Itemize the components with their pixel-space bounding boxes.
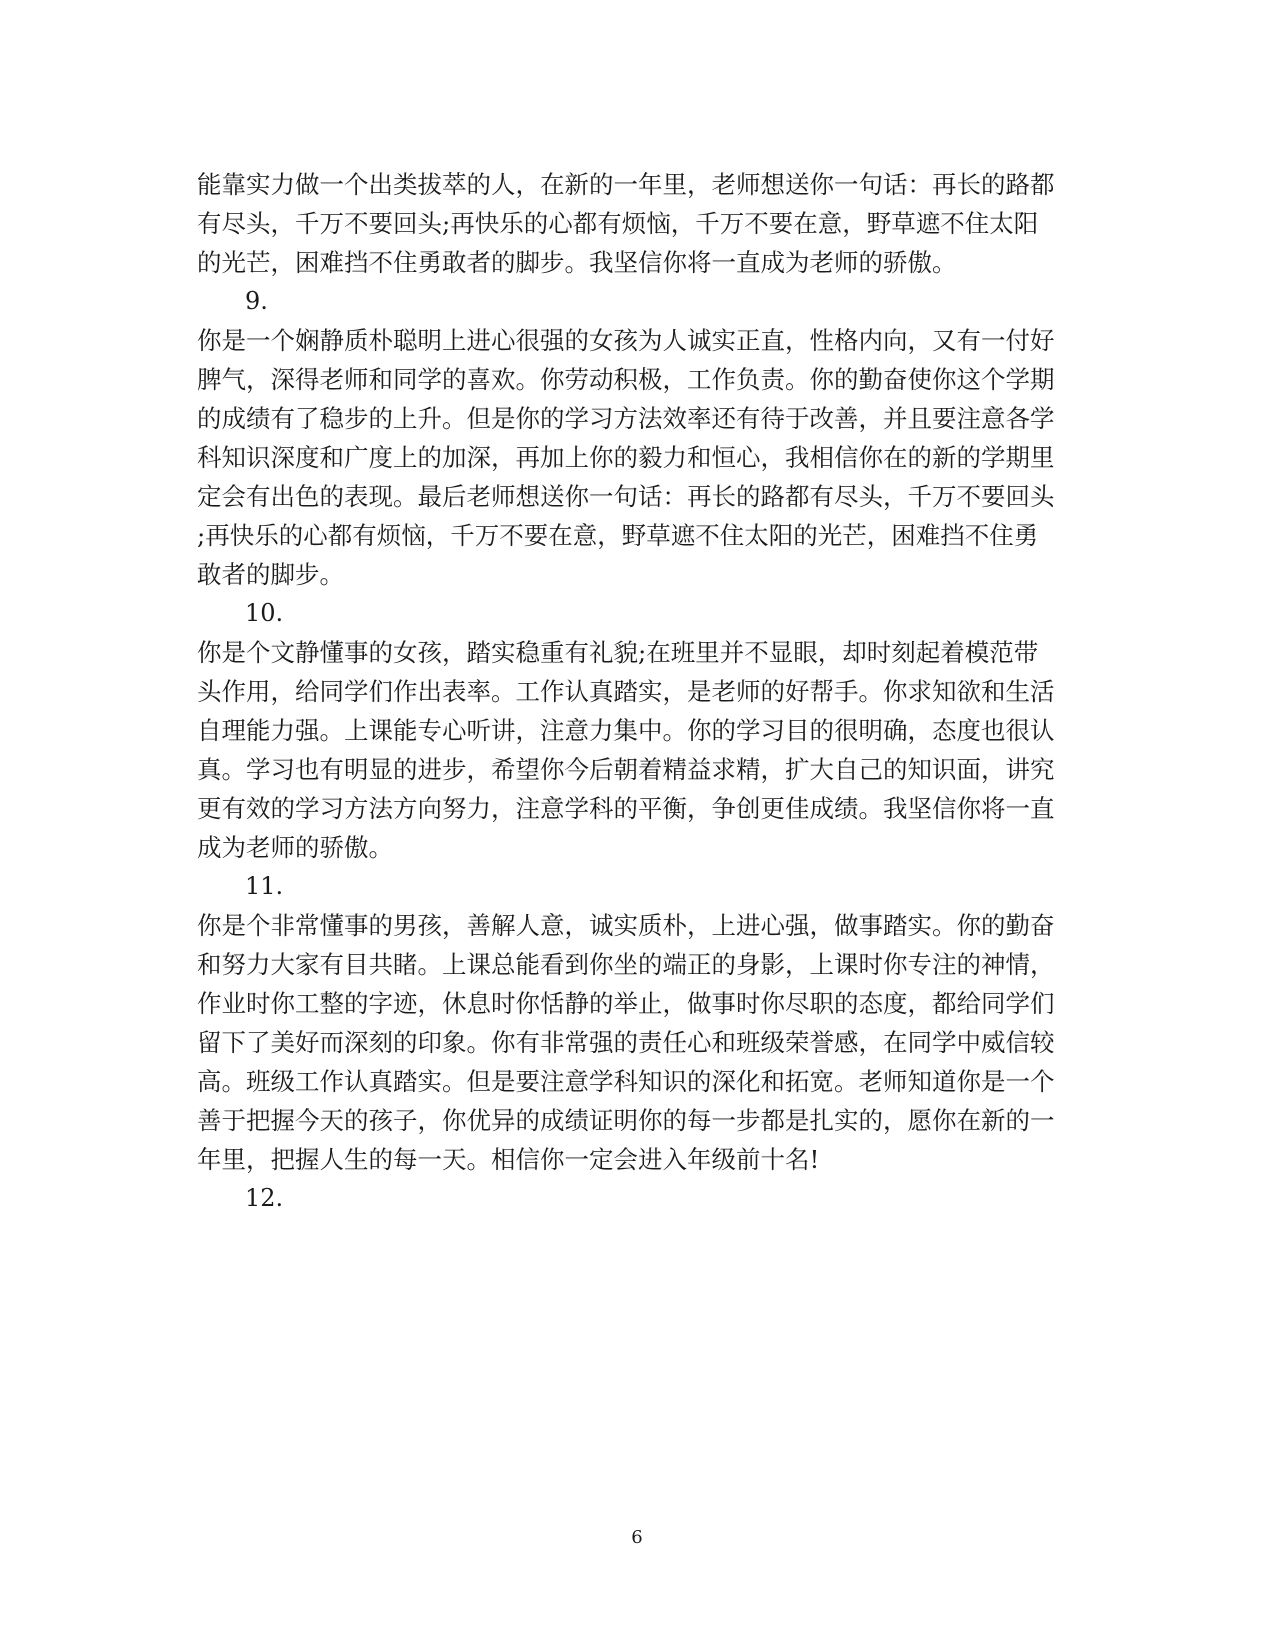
paragraph — [197, 633, 1077, 867]
item-number: 12. — [245, 1184, 284, 1212]
text-line: 你是个文静懂事的女孩，踏实稳重有礼貌;在班里并不显眼，却时刻起着模范带 — [197, 638, 1039, 667]
text-line: 更有效的学习方法方向努力，注意学科的平衡，争创更佳成绩。我坚信你将一直 — [197, 794, 1055, 823]
item-number: 9. — [245, 287, 268, 315]
paragraph — [197, 165, 1077, 282]
text-line: 的光芒，困难挡不住勇敢者的脚步。我坚信你将一直成为老师的骄傲。 — [197, 248, 957, 277]
text-line: 年里，把握人生的每一天。相信你一定会进入年级前十名! — [197, 1145, 820, 1174]
text-line: 作业时你工整的字迹，休息时你恬静的举止，做事时你尽职的态度，都给同学们 — [197, 989, 1055, 1018]
text-line: 头作用，给同学们作出表率。工作认真踏实，是老师的好帮手。你求知欲和生活 — [197, 677, 1055, 706]
text-line: 脾气，深得老师和同学的喜欢。你劳动积极，工作负责。你的勤奋使你这个学期 — [197, 365, 1055, 394]
text-line: 敢者的脚步。 — [197, 560, 344, 589]
text-line: 善于把握今天的孩子，你优异的成绩证明你的每一步都是扎实的，愿你在新的一 — [197, 1106, 1055, 1135]
text-line: 有尽头，千万不要回头;再快乐的心都有烦恼，千万不要在意，野草遮不住太阳 — [197, 209, 1039, 238]
text-line: 定会有出色的表现。最后老师想送你一句话：再长的路都有尽头，千万不要回头 — [197, 482, 1055, 511]
document-body — [197, 165, 1077, 1218]
item-number: 10. — [245, 599, 284, 627]
text-line: 的成绩有了稳步的上升。但是你的学习方法效率还有待于改善，并且要注意各学 — [197, 404, 1055, 433]
text-line: 和努力大家有目共睹。上课总能看到你坐的端正的身影，上课时你专注的神情， — [197, 950, 1055, 979]
text-line: 能靠实力做一个出类拔萃的人，在新的一年里，老师想送你一句话：再长的路都 — [197, 170, 1055, 199]
text-line: 科知识深度和广度上的加深，再加上你的毅力和恒心，我相信你在的新的学期里 — [197, 443, 1055, 472]
paragraph — [197, 321, 1077, 594]
page-number: 6 — [631, 1527, 643, 1548]
text-line: 留下了美好而深刻的印象。你有非常强的责任心和班级荣誉感，在同学中威信较 — [197, 1028, 1055, 1057]
item-number: 11. — [245, 872, 284, 900]
text-line: 你是一个娴静质朴聪明上进心很强的女孩为人诚实正直，性格内向，又有一付好 — [197, 326, 1055, 355]
text-line: 自理能力强。上课能专心听讲，注意力集中。你的学习目的很明确，态度也很认 — [197, 716, 1055, 745]
text-line: 你是个非常懂事的男孩，善解人意，诚实质朴，上进心强，做事踏实。你的勤奋 — [197, 911, 1055, 940]
text-line: ;再快乐的心都有烦恼，千万不要在意，野草遮不住太阳的光芒，困难挡不住勇 — [197, 521, 1039, 550]
paragraph — [197, 906, 1077, 1179]
text-line: 成为老师的骄傲。 — [197, 833, 393, 862]
text-line: 真。学习也有明显的进步，希望你今后朝着精益求精，扩大自己的知识面，讲究 — [197, 755, 1055, 784]
text-line: 高。班级工作认真踏实。但是要注意学科知识的深化和拓宽。老师知道你是一个 — [197, 1067, 1055, 1096]
